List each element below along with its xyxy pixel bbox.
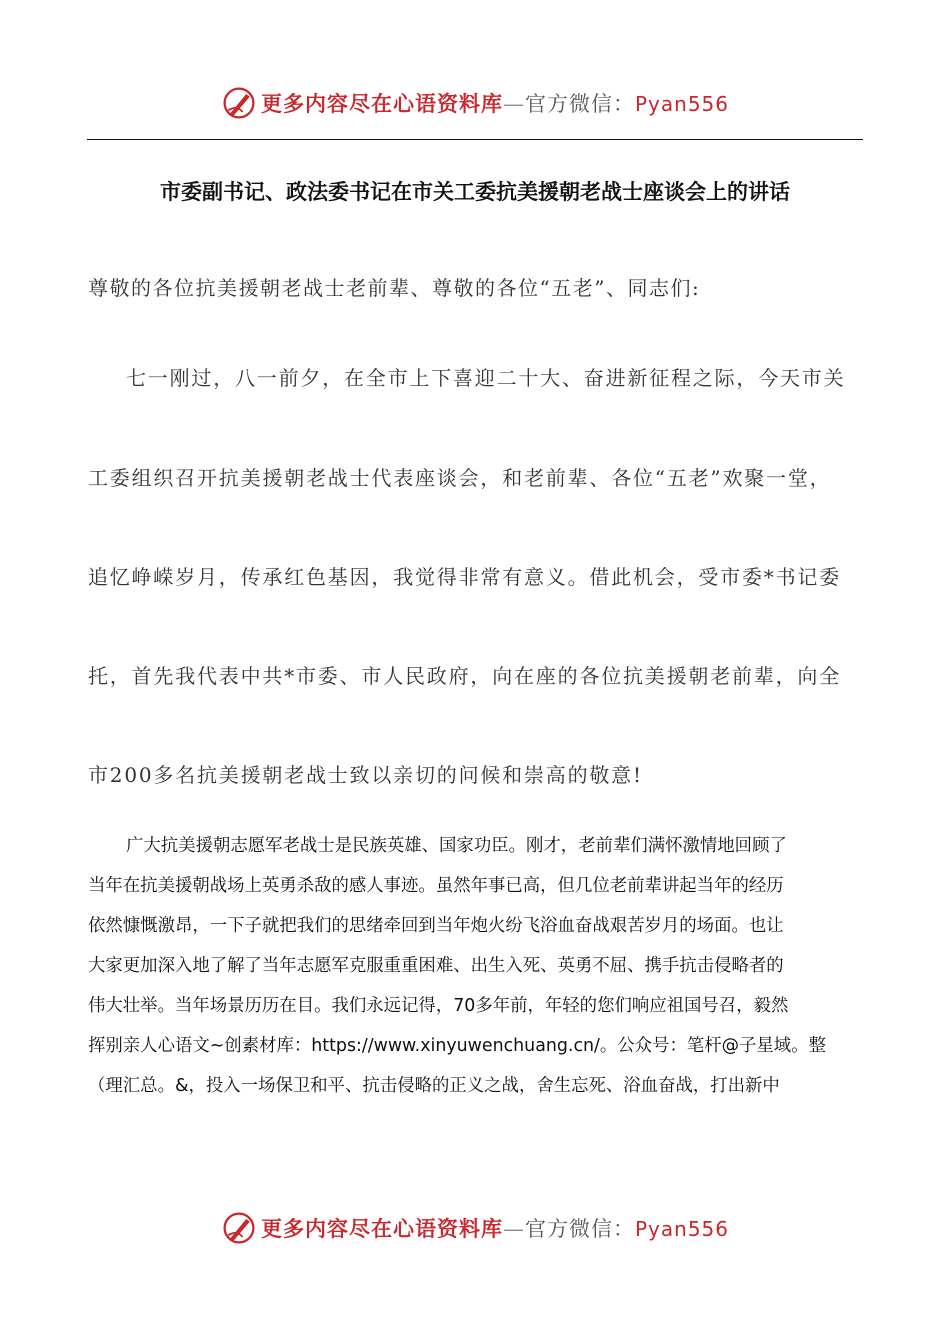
greeting: 尊敬的各位抗美援朝老战士老前辈、尊敬的各位“五老”、同志们:	[88, 276, 701, 300]
pen-logo-icon	[221, 85, 257, 121]
banner-wechat-id: Pyan556	[634, 1217, 729, 1241]
paragraph2-line: 伟大壮举。当年场景历历在目。我们永远记得，70多年前，年轻的您们响应祖国号召，毅然	[88, 996, 789, 1016]
banner-dash: —	[502, 92, 525, 116]
banner-label	[261, 88, 729, 118]
paragraph2-line: 挥别亲人心语文~创素材库：https://www.xinyuwenchuang.cn/。公众号：笔杆@子星域。整	[88, 1036, 826, 1056]
paragraph1-line: 市200多名抗美援朝老战士致以亲切的问候和崇高的敬意!	[88, 763, 643, 787]
banner-sub-text: 官方微信：	[524, 92, 635, 116]
paragraph1-line: 托，首先我代表中共*市委、市人民政府，向在座的各位抗美援朝老前辈，向全	[88, 664, 841, 688]
paragraph2-line: 当年在抗美援朝战场上英勇杀敌的感人事迹。虽然年事已高，但几位老前辈讲起当年的经历	[88, 876, 784, 896]
header-banner	[0, 78, 950, 128]
paragraph2-line: 广大抗美援朝志愿军老战士是民族英雄、国家功臣。刚才，老前辈们满怀激情地回顾了	[126, 836, 787, 856]
footer-banner	[0, 1203, 950, 1253]
banner-wechat-id: Pyan556	[634, 92, 729, 116]
header-divider	[87, 139, 863, 140]
page-title: 市委副书记、政法委书记在市关工委抗美援朝老战士座谈会上的讲话	[160, 180, 790, 204]
paragraph1-line: 工委组织召开抗美援朝老战士代表座谈会，和老前辈、各位“五老”欢聚一堂，	[88, 466, 832, 490]
paragraph2-line: 大家更加深入地了解了当年志愿军克服重重困难、出生入死、英勇不屈、携手抗击侵略者的	[88, 956, 784, 976]
pen-logo-icon	[221, 1210, 257, 1246]
paragraph1-line: 七一刚过，八一前夕，在全市上下喜迎二十大、奋进新征程之际，今天市关	[126, 366, 846, 390]
paragraph2-line: 依然慷慨激昂，一下子就把我们的思绪牵回到当年炮火纷飞浴血奋战艰苦岁月的场面。也让	[88, 916, 784, 936]
paragraph2-line: （理汇总。&，投入一场保卫和平、抗击侵略的正义之战，舍生忘死、浴血奋战，打出新中	[88, 1076, 780, 1096]
paragraph1-line: 追忆峥嵘岁月，传承红色基因，我觉得非常有意义。借此机会，受市委*书记委	[88, 565, 841, 589]
banner-label	[261, 1213, 729, 1243]
banner-sub-text: 官方微信：	[524, 1217, 635, 1241]
banner-dash: —	[502, 1217, 525, 1241]
paragraph2	[88, 826, 864, 1106]
banner-main-text: 更多内容尽在心语资料库	[260, 1216, 503, 1241]
banner-main-text: 更多内容尽在心语资料库	[260, 91, 503, 116]
